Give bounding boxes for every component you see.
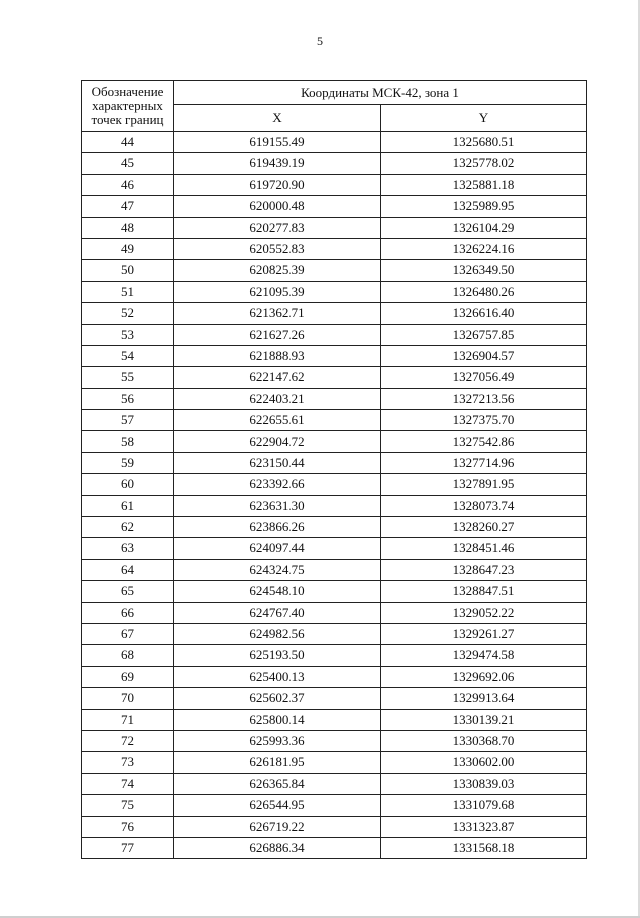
point-number-cell: 75 — [82, 795, 174, 816]
x-coordinate-cell: 622655.61 — [174, 410, 381, 431]
point-number-cell: 53 — [82, 324, 174, 345]
table-row — [82, 410, 587, 431]
x-coordinate-cell: 621627.26 — [174, 324, 381, 345]
y-coordinate-cell: 1326757.85 — [381, 324, 587, 345]
point-number-cell: 74 — [82, 773, 174, 794]
point-number-cell: 48 — [82, 217, 174, 238]
y-coordinate-cell: 1327714.96 — [381, 452, 587, 473]
point-number-cell: 47 — [82, 196, 174, 217]
table-row — [82, 281, 587, 302]
table-row — [82, 623, 587, 644]
x-coordinate-cell: 620825.39 — [174, 260, 381, 281]
x-coordinate-cell: 625993.36 — [174, 730, 381, 751]
y-coordinate-cell: 1327056.49 — [381, 367, 587, 388]
y-coordinate-cell: 1327213.56 — [381, 388, 587, 409]
x-coordinate-cell: 619155.49 — [174, 132, 381, 153]
x-coordinate-cell: 626181.95 — [174, 752, 381, 773]
table-row — [82, 174, 587, 195]
point-number-cell: 70 — [82, 688, 174, 709]
y-coordinate-cell: 1326104.29 — [381, 217, 587, 238]
y-coordinate-cell: 1328260.27 — [381, 517, 587, 538]
y-coordinate-cell: 1329913.64 — [381, 688, 587, 709]
table-row — [82, 132, 587, 153]
x-coordinate-cell: 624767.40 — [174, 602, 381, 623]
y-coordinate-cell: 1328647.23 — [381, 559, 587, 580]
x-coordinate-cell: 620277.83 — [174, 217, 381, 238]
y-coordinate-cell: 1327542.86 — [381, 431, 587, 452]
table-row — [82, 217, 587, 238]
point-number-cell: 66 — [82, 602, 174, 623]
point-number-cell: 56 — [82, 388, 174, 409]
y-coordinate-cell: 1326224.16 — [381, 238, 587, 259]
x-coordinate-cell: 625800.14 — [174, 709, 381, 730]
y-coordinate-cell: 1330368.70 — [381, 730, 587, 751]
point-number-cell: 68 — [82, 645, 174, 666]
x-coordinate-cell: 621362.71 — [174, 303, 381, 324]
table-row — [82, 303, 587, 324]
y-coordinate-cell: 1326480.26 — [381, 281, 587, 302]
x-coordinate-cell: 623392.66 — [174, 474, 381, 495]
table-row — [82, 367, 587, 388]
point-number-cell: 72 — [82, 730, 174, 751]
table-row — [82, 495, 587, 516]
table-row — [82, 837, 587, 858]
x-coordinate-cell: 621888.93 — [174, 345, 381, 366]
table-row — [82, 666, 587, 687]
table-row — [82, 773, 587, 794]
y-coordinate-cell: 1326349.50 — [381, 260, 587, 281]
y-coordinate-cell: 1329261.27 — [381, 623, 587, 644]
point-number-cell: 49 — [82, 238, 174, 259]
y-coordinate-cell: 1328451.46 — [381, 538, 587, 559]
table-row — [82, 816, 587, 837]
table-row — [82, 324, 587, 345]
point-number-cell: 62 — [82, 517, 174, 538]
x-coordinate-cell: 626544.95 — [174, 795, 381, 816]
point-number-cell: 69 — [82, 666, 174, 687]
x-coordinate-cell: 622147.62 — [174, 367, 381, 388]
y-coordinate-cell: 1326616.40 — [381, 303, 587, 324]
y-coordinate-cell: 1328847.51 — [381, 581, 587, 602]
point-number-cell: 63 — [82, 538, 174, 559]
point-number-cell: 44 — [82, 132, 174, 153]
table-row — [82, 345, 587, 366]
x-coordinate-cell: 620552.83 — [174, 238, 381, 259]
y-coordinate-cell: 1330139.21 — [381, 709, 587, 730]
y-coordinate-cell: 1327891.95 — [381, 474, 587, 495]
x-coordinate-cell: 622904.72 — [174, 431, 381, 452]
point-number-cell: 71 — [82, 709, 174, 730]
table-row — [82, 196, 587, 217]
x-coordinate-cell: 622403.21 — [174, 388, 381, 409]
x-coordinate-cell: 621095.39 — [174, 281, 381, 302]
x-coordinate-cell: 626719.22 — [174, 816, 381, 837]
table-row — [82, 238, 587, 259]
x-coordinate-cell: 623631.30 — [174, 495, 381, 516]
y-coordinate-cell: 1328073.74 — [381, 495, 587, 516]
table-row — [82, 452, 587, 473]
point-number-cell: 64 — [82, 559, 174, 580]
table-row — [82, 730, 587, 751]
y-coordinate-cell: 1331079.68 — [381, 795, 587, 816]
x-coordinate-cell: 625193.50 — [174, 645, 381, 666]
table-row — [82, 752, 587, 773]
y-coordinate-cell: 1325778.02 — [381, 153, 587, 174]
y-coordinate-cell: 1325881.18 — [381, 174, 587, 195]
x-coordinate-cell: 620000.48 — [174, 196, 381, 217]
x-coordinate-cell: 619720.90 — [174, 174, 381, 195]
point-number-cell: 60 — [82, 474, 174, 495]
x-coordinate-cell: 624097.44 — [174, 538, 381, 559]
table-row — [82, 795, 587, 816]
point-number-cell: 58 — [82, 431, 174, 452]
table-row — [82, 431, 587, 452]
y-coordinate-cell: 1331568.18 — [381, 837, 587, 858]
y-column-header: Y — [381, 105, 587, 132]
y-coordinate-cell: 1330602.00 — [381, 752, 587, 773]
y-coordinate-cell: 1329692.06 — [381, 666, 587, 687]
point-number-cell: 57 — [82, 410, 174, 431]
y-coordinate-cell: 1329052.22 — [381, 602, 587, 623]
table-row — [82, 517, 587, 538]
table-row — [82, 153, 587, 174]
table-row — [82, 559, 587, 580]
x-coordinate-cell: 623150.44 — [174, 452, 381, 473]
table-row — [82, 474, 587, 495]
coordinates-table — [81, 80, 587, 859]
point-number-cell: 50 — [82, 260, 174, 281]
table-row — [82, 688, 587, 709]
x-coordinate-cell: 624548.10 — [174, 581, 381, 602]
point-number-cell: 61 — [82, 495, 174, 516]
table-row — [82, 388, 587, 409]
y-coordinate-cell: 1331323.87 — [381, 816, 587, 837]
table-row — [82, 645, 587, 666]
y-coordinate-cell: 1327375.70 — [381, 410, 587, 431]
y-coordinate-cell: 1329474.58 — [381, 645, 587, 666]
point-number-cell: 46 — [82, 174, 174, 195]
table-row — [82, 602, 587, 623]
x-column-header: X — [174, 105, 381, 132]
point-number-cell: 54 — [82, 345, 174, 366]
x-coordinate-cell: 624982.56 — [174, 623, 381, 644]
x-coordinate-cell: 625400.13 — [174, 666, 381, 687]
point-designation-header: Обозначение характерных точек границ — [82, 81, 174, 132]
x-coordinate-cell: 626365.84 — [174, 773, 381, 794]
point-number-cell: 77 — [82, 837, 174, 858]
y-coordinate-cell: 1330839.03 — [381, 773, 587, 794]
table-row — [82, 581, 587, 602]
y-coordinate-cell: 1325989.95 — [381, 196, 587, 217]
y-coordinate-cell: 1326904.57 — [381, 345, 587, 366]
point-number-cell: 45 — [82, 153, 174, 174]
page-number: 5 — [317, 34, 323, 48]
point-number-cell: 73 — [82, 752, 174, 773]
y-coordinate-cell: 1325680.51 — [381, 132, 587, 153]
point-number-cell: 59 — [82, 452, 174, 473]
table-row — [82, 538, 587, 559]
point-number-cell: 76 — [82, 816, 174, 837]
x-coordinate-cell: 625602.37 — [174, 688, 381, 709]
point-number-cell: 52 — [82, 303, 174, 324]
x-coordinate-cell: 624324.75 — [174, 559, 381, 580]
x-coordinate-cell: 619439.19 — [174, 153, 381, 174]
table-header-row — [82, 81, 587, 105]
point-number-cell: 51 — [82, 281, 174, 302]
point-number-cell: 67 — [82, 623, 174, 644]
table-row — [82, 260, 587, 281]
x-coordinate-cell: 623866.26 — [174, 517, 381, 538]
x-coordinate-cell: 626886.34 — [174, 837, 381, 858]
coordinates-system-header: Координаты МСК-42, зона 1 — [174, 81, 587, 105]
table-row — [82, 709, 587, 730]
point-number-cell: 65 — [82, 581, 174, 602]
point-number-cell: 55 — [82, 367, 174, 388]
